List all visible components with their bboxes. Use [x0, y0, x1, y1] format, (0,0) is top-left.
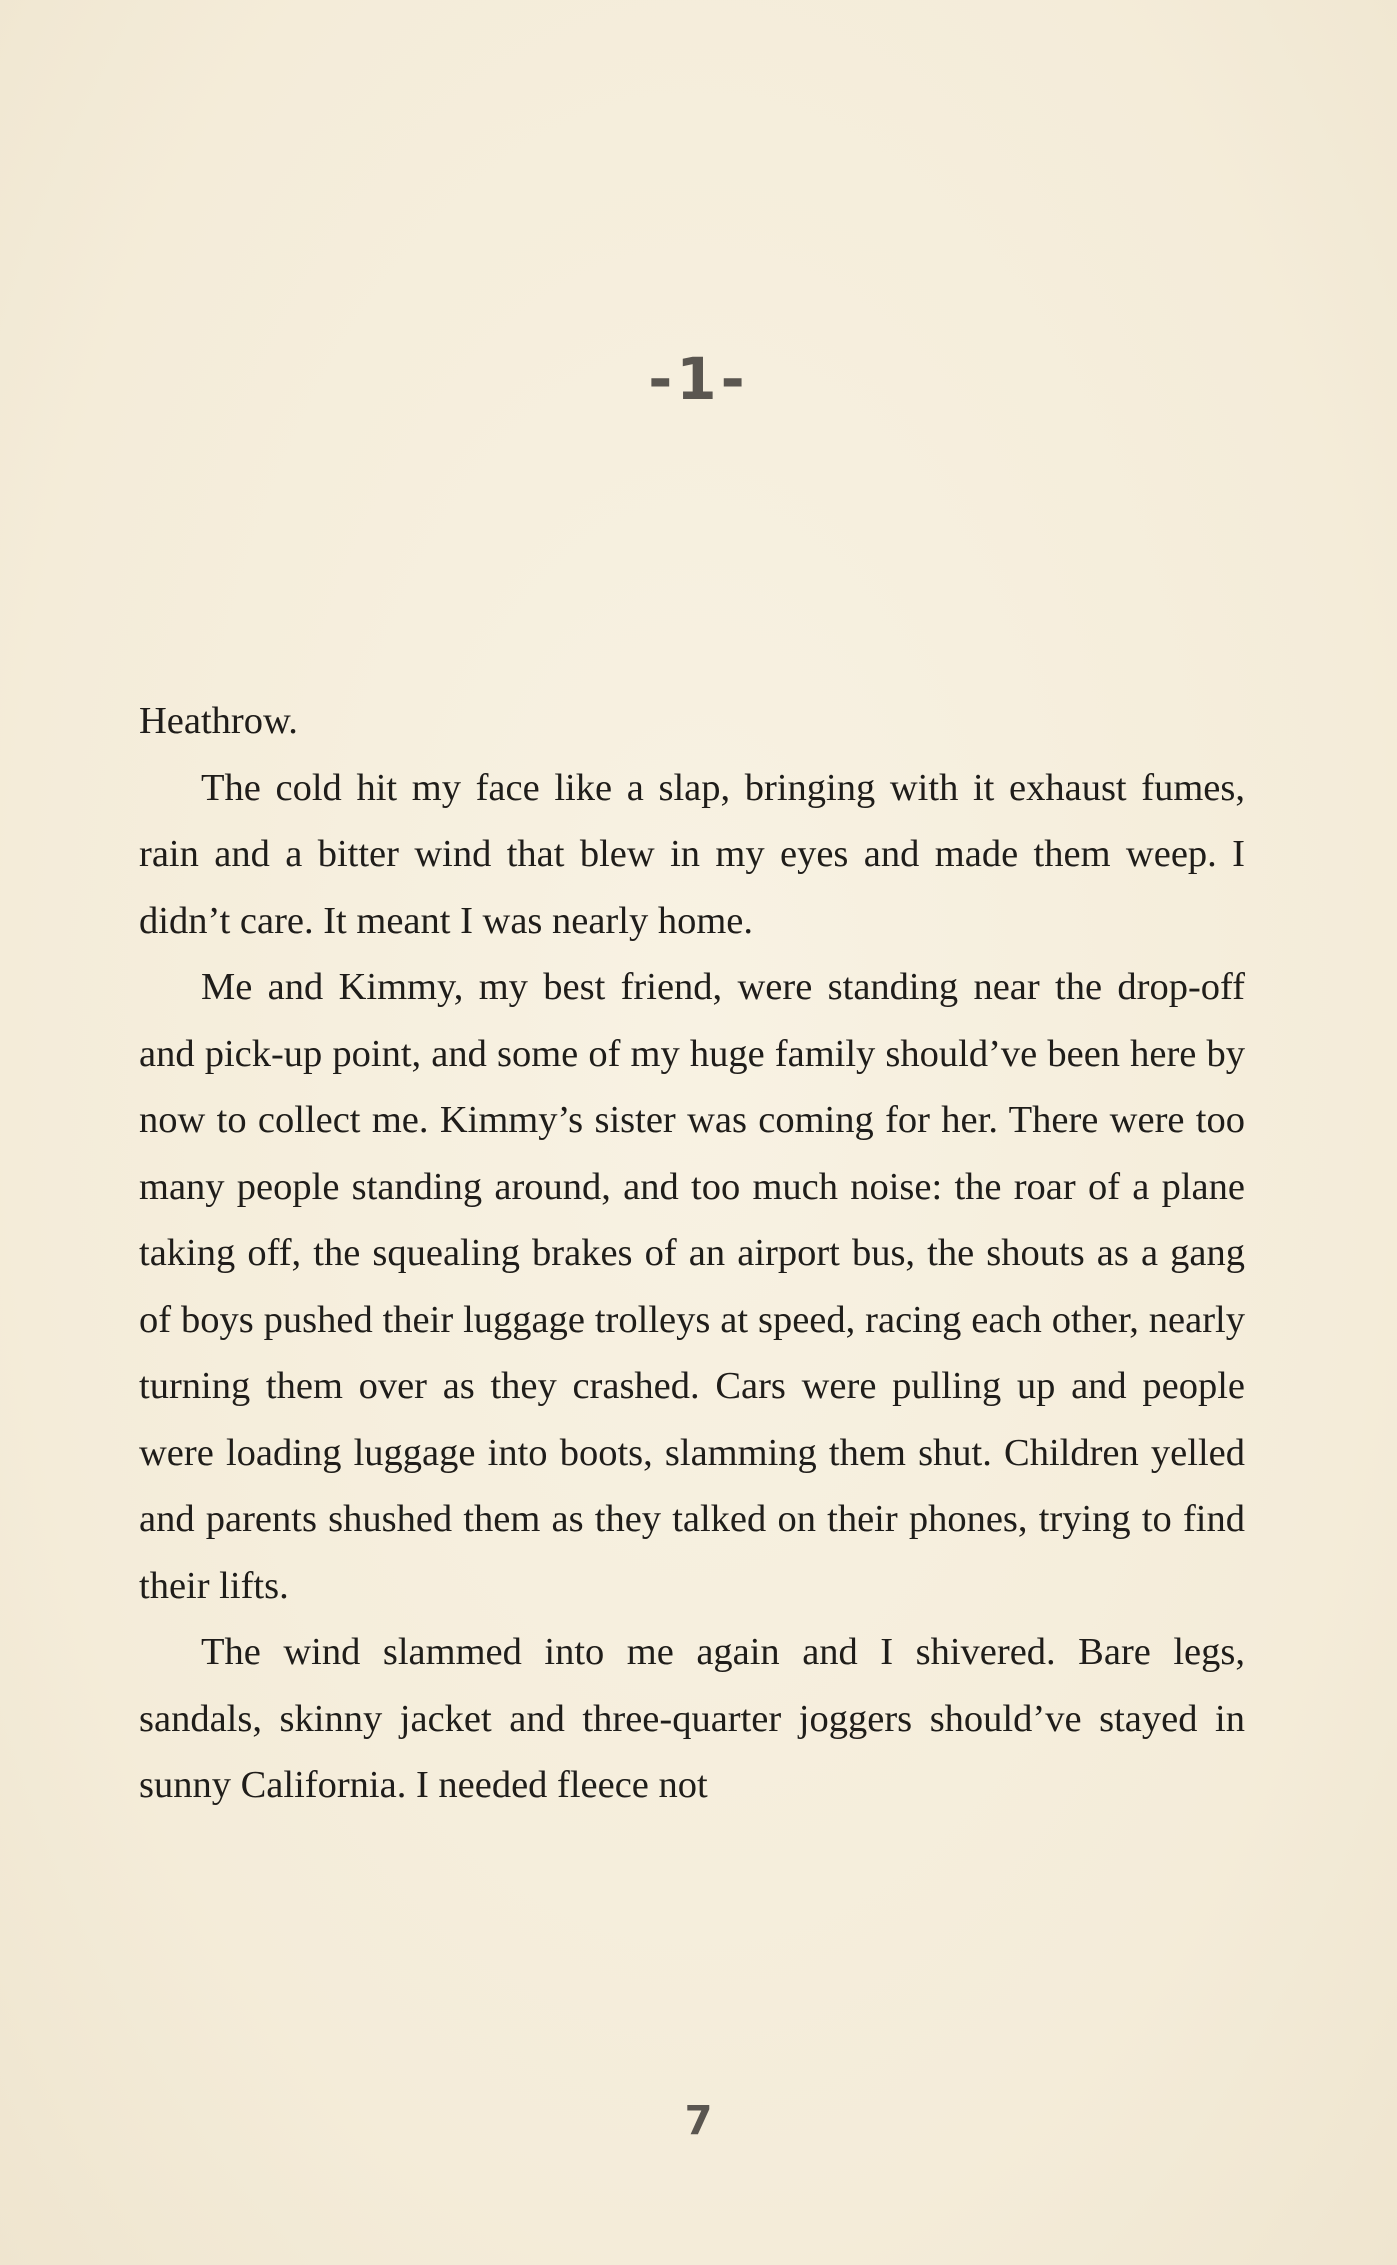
chapter-heading: -1-: [648, 345, 749, 413]
paragraph: The wind slammed into me again and I shivered. Bare legs, sandals, skinny jacket and three-quarter joggers should’ve stayed in sunny California. I needed fleece not: [139, 1631, 1245, 1806]
paragraph: Heathrow.: [139, 700, 298, 742]
paragraph: The cold hit my face like a slap, bringing with it exhaust fumes, rain and a bitter wind that blew in my eyes and made them weep. I didn’t care. It meant I was nearly home.: [139, 766, 1245, 942]
body-text: [139, 688, 1245, 1819]
paragraph: Me and Kimmy, my best friend, were standing near the drop-off and pick-up point, and some of my huge family should’ve been here by now to collect me. Kimmy’s sister was coming for her. There were too many people standing around, and too much noise: the roar of a plane taking off, the squealing brakes of an airport bus, the shouts as a gang of boys pushed their luggage trolleys at speed, racing each other, nearly turning them over as they crashed. Cars were pulling up and people were loading luggage into boots, slamming them shut. Children yelled and parents shushed them as they talked on their phones, trying to find their lifts.: [139, 966, 1245, 1607]
page-number: 7: [684, 2098, 713, 2144]
